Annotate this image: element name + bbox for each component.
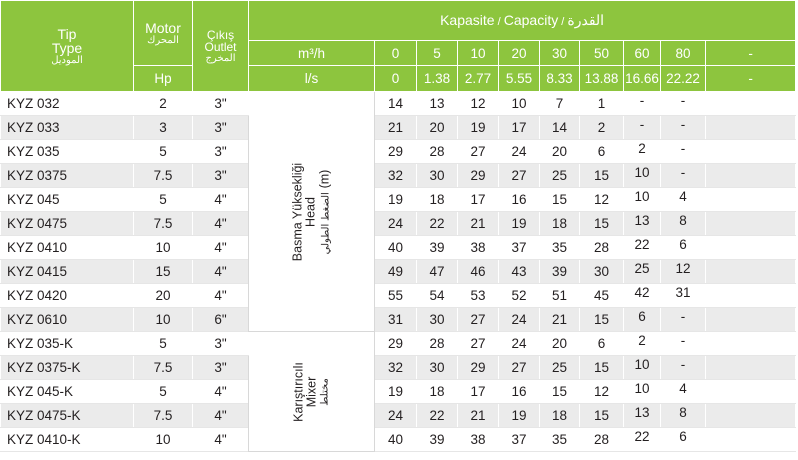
motor-arabic: المحرك xyxy=(147,34,179,46)
head-value: 14 xyxy=(540,116,580,140)
head-value: 27 xyxy=(499,356,540,380)
head-value xyxy=(661,404,706,428)
model-cell: KYZ 0410 xyxy=(1,236,134,260)
tip-type-arabic: الموديل xyxy=(51,54,83,66)
head-value: 45 xyxy=(580,284,624,308)
head-value: 12 xyxy=(458,92,499,116)
hp-cell: 20 xyxy=(134,284,193,308)
head-value-text: 12 xyxy=(675,261,691,276)
head-value: 19 xyxy=(499,212,540,236)
head-value xyxy=(661,164,706,188)
head-value: 17 xyxy=(499,116,540,140)
table-row xyxy=(1,356,796,380)
head-value: 53 xyxy=(458,284,499,308)
head-value: 18 xyxy=(540,404,580,428)
head-value: 38 xyxy=(458,428,499,452)
hp-cell: 7.5 xyxy=(134,164,193,188)
m3h-value: 10 xyxy=(458,41,499,66)
table-row xyxy=(1,428,796,452)
head-value: 24 xyxy=(499,308,540,332)
model-cell: KYZ 0415 xyxy=(1,260,134,284)
outlet-cell: 4" xyxy=(193,236,249,260)
hp-cell: 10 xyxy=(134,236,193,260)
head-value: 24 xyxy=(375,404,417,428)
capacity-tr: Kapasite xyxy=(440,12,495,28)
ls-value: 5.55 xyxy=(499,66,540,92)
head-value xyxy=(661,260,706,284)
head-label-unit: (m) xyxy=(317,169,331,188)
head-value xyxy=(624,236,661,260)
model-cell: KYZ 045-K xyxy=(1,380,134,404)
m3h-value: 0 xyxy=(375,41,417,66)
head-value: 25 xyxy=(540,164,580,188)
head-value: 29 xyxy=(458,356,499,380)
head-label-tr: Basma Yüksekliği xyxy=(290,162,304,261)
head-value: 21 xyxy=(458,404,499,428)
head-value: 29 xyxy=(375,332,417,356)
model-cell: KYZ 035 xyxy=(1,140,134,164)
hp-cell: 15 xyxy=(134,260,193,284)
ls-value: 8.33 xyxy=(540,66,580,92)
head-value: 30 xyxy=(417,164,458,188)
head-label-en: Head xyxy=(303,196,317,227)
head-value: 16 xyxy=(499,380,540,404)
head-value: 47 xyxy=(417,260,458,284)
empty-cell xyxy=(706,212,796,236)
head-value: 27 xyxy=(458,332,499,356)
head-value-text: 42 xyxy=(634,285,650,300)
head-value: 19 xyxy=(375,380,417,404)
head-value xyxy=(661,92,706,116)
outlet-cell: 4" xyxy=(193,380,249,404)
head-value-text: 22 xyxy=(634,237,650,252)
head-value-text: 4 xyxy=(679,381,687,396)
head-label-ar: الضغط الطولي xyxy=(320,191,331,254)
head-value: 31 xyxy=(375,308,417,332)
head-value: 21 xyxy=(540,308,580,332)
outlet-cell: 4" xyxy=(193,212,249,236)
head-value: 37 xyxy=(499,236,540,260)
head-value xyxy=(624,332,661,356)
table-row xyxy=(1,284,796,308)
empty-cell xyxy=(706,404,796,428)
head-value-text: - xyxy=(680,165,686,180)
outlet-line2: Outlet xyxy=(204,39,237,54)
ls-value: 0 xyxy=(375,66,417,92)
head-value xyxy=(624,284,661,308)
table-row xyxy=(1,260,796,284)
head-value xyxy=(624,140,661,164)
outlet-cell: 4" xyxy=(193,428,249,452)
head-value xyxy=(624,308,661,332)
head-value: 32 xyxy=(375,356,417,380)
head-value: 43 xyxy=(499,260,540,284)
head-value: 19 xyxy=(499,404,540,428)
head-value xyxy=(624,260,661,284)
head-value: 15 xyxy=(580,212,624,236)
head-value-text: 10 xyxy=(634,165,650,180)
head-value: 40 xyxy=(375,428,417,452)
table-row xyxy=(1,212,796,236)
head-value: 15 xyxy=(540,188,580,212)
outlet-arabic: المخرج xyxy=(205,52,236,64)
head-value xyxy=(661,356,706,380)
head-value-text: - xyxy=(680,309,686,324)
head-value: 49 xyxy=(375,260,417,284)
head-value: 15 xyxy=(580,404,624,428)
head-value: 30 xyxy=(580,260,624,284)
head-value: 35 xyxy=(540,236,580,260)
ls-value: 13.88 xyxy=(580,66,624,92)
head-value-text: 8 xyxy=(679,213,687,228)
head-value: 30 xyxy=(417,308,458,332)
head-value-text: 13 xyxy=(634,405,650,420)
head-value-text: 10 xyxy=(634,189,650,204)
model-cell: KYZ 0375 xyxy=(1,164,134,188)
ls-value: 2.77 xyxy=(458,66,499,92)
head-value xyxy=(661,380,706,404)
model-cell: KYZ 0410-K xyxy=(1,428,134,452)
head-value: 52 xyxy=(499,284,540,308)
outlet-cell: 3" xyxy=(193,332,249,356)
head-group-label xyxy=(249,92,375,332)
capacity-ar: القدرة xyxy=(567,12,605,28)
outlet-cell: 4" xyxy=(193,260,249,284)
head-value: 17 xyxy=(458,380,499,404)
outlet-cell: 4" xyxy=(193,284,249,308)
capacity-header xyxy=(249,1,796,41)
head-value-text: 6 xyxy=(679,237,687,252)
head-value xyxy=(624,116,661,140)
head-value-text: 13 xyxy=(634,213,650,228)
head-value: 22 xyxy=(417,212,458,236)
m3h-label: m³/h xyxy=(249,41,375,66)
head-value: 20 xyxy=(540,140,580,164)
table-row xyxy=(1,116,796,140)
head-value: 22 xyxy=(417,404,458,428)
model-cell: KYZ 045 xyxy=(1,188,134,212)
mixer-label-en: Mixer xyxy=(304,376,318,407)
head-value xyxy=(624,188,661,212)
head-value: 25 xyxy=(540,356,580,380)
m3h-value: - xyxy=(706,41,796,66)
m3h-value: 5 xyxy=(417,41,458,66)
head-value xyxy=(624,428,661,452)
head-value-text: - xyxy=(680,357,686,372)
hp-cell: 7.5 xyxy=(134,212,193,236)
head-value xyxy=(624,380,661,404)
head-value: 39 xyxy=(417,428,458,452)
head-value-text: - xyxy=(680,333,686,348)
head-value-text: - xyxy=(639,93,645,108)
head-value-text: 10 xyxy=(634,357,650,372)
head-value: 20 xyxy=(540,332,580,356)
table-row xyxy=(1,308,796,332)
m3h-value: 50 xyxy=(580,41,624,66)
head-value: 14 xyxy=(375,92,417,116)
head-value-text: - xyxy=(680,93,686,108)
head-value: 29 xyxy=(375,140,417,164)
outlet-cell: 3" xyxy=(193,116,249,140)
motor-header xyxy=(134,1,193,66)
empty-cell xyxy=(706,428,796,452)
m3h-value: 30 xyxy=(540,41,580,66)
empty-cell xyxy=(706,380,796,404)
hp-cell: 3 xyxy=(134,116,193,140)
head-value: 2 xyxy=(580,116,624,140)
ls-value: 1.38 xyxy=(417,66,458,92)
outlet-cell: 4" xyxy=(193,404,249,428)
head-value-text: 31 xyxy=(675,285,691,300)
tip-type-line1: Tip xyxy=(57,25,77,42)
table-row xyxy=(1,188,796,212)
head-value: 16 xyxy=(499,188,540,212)
head-value xyxy=(624,404,661,428)
empty-cell xyxy=(706,92,796,116)
outlet-cell: 3" xyxy=(193,140,249,164)
m3h-value: 60 xyxy=(624,41,661,66)
head-value-text: 22 xyxy=(634,429,650,444)
head-value: 28 xyxy=(417,332,458,356)
outlet-header xyxy=(193,1,249,92)
hp-cell: 5 xyxy=(134,332,193,356)
head-value xyxy=(661,308,706,332)
empty-cell xyxy=(706,260,796,284)
head-value xyxy=(661,212,706,236)
table-row xyxy=(1,140,796,164)
head-value: 27 xyxy=(499,164,540,188)
head-value: 18 xyxy=(417,188,458,212)
head-value-text: 25 xyxy=(634,261,650,276)
head-value: 51 xyxy=(540,284,580,308)
tip-type-header xyxy=(1,1,134,92)
head-value xyxy=(624,356,661,380)
head-value: 20 xyxy=(417,116,458,140)
empty-cell xyxy=(706,356,796,380)
head-value: 28 xyxy=(417,140,458,164)
empty-cell xyxy=(706,308,796,332)
capacity-en: Capacity xyxy=(503,12,559,28)
head-value: 17 xyxy=(458,188,499,212)
hp-cell: 7.5 xyxy=(134,404,193,428)
head-value: 54 xyxy=(417,284,458,308)
head-value: 13 xyxy=(417,92,458,116)
model-cell: KYZ 0475-K xyxy=(1,404,134,428)
empty-cell xyxy=(706,236,796,260)
head-value: 15 xyxy=(540,380,580,404)
head-value: 27 xyxy=(458,308,499,332)
head-value: 38 xyxy=(458,236,499,260)
empty-cell xyxy=(706,164,796,188)
m3h-value: 80 xyxy=(661,41,706,66)
head-value: 1 xyxy=(580,92,624,116)
head-value: 7 xyxy=(540,92,580,116)
ls-value: 22.22 xyxy=(661,66,706,92)
head-value-text: - xyxy=(639,117,645,132)
outlet-cell: 4" xyxy=(193,188,249,212)
head-value: 32 xyxy=(375,164,417,188)
hp-cell: 7.5 xyxy=(134,356,193,380)
head-value xyxy=(661,332,706,356)
model-cell: KYZ 0420 xyxy=(1,284,134,308)
table-row xyxy=(1,380,796,404)
ls-value: 16.66 xyxy=(624,66,661,92)
outlet-line1: Çıkış xyxy=(206,27,235,42)
table-row xyxy=(1,164,796,188)
head-value: 6 xyxy=(580,140,624,164)
head-value: 15 xyxy=(580,164,624,188)
head-value-text: 2 xyxy=(638,333,646,348)
head-value xyxy=(624,212,661,236)
empty-cell xyxy=(706,188,796,212)
head-value xyxy=(661,284,706,308)
head-value xyxy=(661,428,706,452)
hp-cell: 5 xyxy=(134,140,193,164)
ls-label: l/s xyxy=(249,66,375,92)
empty-cell xyxy=(706,140,796,164)
model-cell: KYZ 0375-K xyxy=(1,356,134,380)
head-value-text: 10 xyxy=(634,381,650,396)
hp-cell: 10 xyxy=(134,308,193,332)
head-value: 46 xyxy=(458,260,499,284)
head-value: 15 xyxy=(580,356,624,380)
model-cell: KYZ 035-K xyxy=(1,332,134,356)
head-value: 19 xyxy=(458,116,499,140)
head-value: 24 xyxy=(499,332,540,356)
head-value: 39 xyxy=(540,260,580,284)
head-value: 15 xyxy=(580,308,624,332)
head-value: 24 xyxy=(499,140,540,164)
head-value-text: 6 xyxy=(679,429,687,444)
head-value-text: - xyxy=(680,117,686,132)
mixer-label-ar: مختلط xyxy=(319,377,330,406)
head-value: 24 xyxy=(375,212,417,236)
head-value: 21 xyxy=(375,116,417,140)
model-cell: KYZ 0610 xyxy=(1,308,134,332)
head-value xyxy=(624,92,661,116)
head-value: 55 xyxy=(375,284,417,308)
tip-type-line2: Type xyxy=(51,39,83,56)
table-row xyxy=(1,236,796,260)
head-value xyxy=(624,164,661,188)
capacity-sep2: / xyxy=(558,16,568,28)
head-value xyxy=(661,188,706,212)
table-row xyxy=(1,404,796,428)
head-value: 28 xyxy=(580,428,624,452)
hp-cell: 10 xyxy=(134,428,193,452)
mixer-label-tr: Karıştırıcılı xyxy=(291,361,305,422)
head-value: 18 xyxy=(540,212,580,236)
mixer-group-label xyxy=(249,332,375,452)
head-value-text: 4 xyxy=(679,189,687,204)
capacity-sep1: / xyxy=(494,16,504,28)
head-value: 19 xyxy=(375,188,417,212)
outlet-cell: 6" xyxy=(193,308,249,332)
head-value-text: 2 xyxy=(638,141,646,156)
table-row xyxy=(1,332,796,356)
head-value xyxy=(661,140,706,164)
head-value: 21 xyxy=(458,212,499,236)
table-row xyxy=(1,92,796,116)
hp-cell: 2 xyxy=(134,92,193,116)
head-value: 37 xyxy=(499,428,540,452)
head-value: 27 xyxy=(458,140,499,164)
head-value: 18 xyxy=(417,380,458,404)
model-cell: KYZ 0475 xyxy=(1,212,134,236)
head-value: 39 xyxy=(417,236,458,260)
outlet-cell: 3" xyxy=(193,92,249,116)
head-value: 6 xyxy=(580,332,624,356)
head-value: 12 xyxy=(580,188,624,212)
outlet-cell: 3" xyxy=(193,356,249,380)
head-value-text: 8 xyxy=(679,405,687,420)
head-value: 29 xyxy=(458,164,499,188)
head-value-text: - xyxy=(680,141,686,156)
hp-cell: 5 xyxy=(134,380,193,404)
empty-cell xyxy=(706,116,796,140)
model-cell: KYZ 033 xyxy=(1,116,134,140)
motor-unit: Hp xyxy=(134,66,193,92)
hp-cell: 5 xyxy=(134,188,193,212)
head-value-text: 6 xyxy=(638,309,646,324)
head-value: 10 xyxy=(499,92,540,116)
model-cell: KYZ 032 xyxy=(1,92,134,116)
head-value xyxy=(661,236,706,260)
head-value xyxy=(661,116,706,140)
head-value: 12 xyxy=(580,380,624,404)
motor-label: Motor xyxy=(145,19,181,36)
ls-value: - xyxy=(706,66,796,92)
head-value: 35 xyxy=(540,428,580,452)
outlet-cell: 3" xyxy=(193,164,249,188)
empty-cell xyxy=(706,332,796,356)
m3h-value: 20 xyxy=(499,41,540,66)
head-value: 40 xyxy=(375,236,417,260)
head-value: 28 xyxy=(580,236,624,260)
head-value: 30 xyxy=(417,356,458,380)
empty-cell xyxy=(706,284,796,308)
